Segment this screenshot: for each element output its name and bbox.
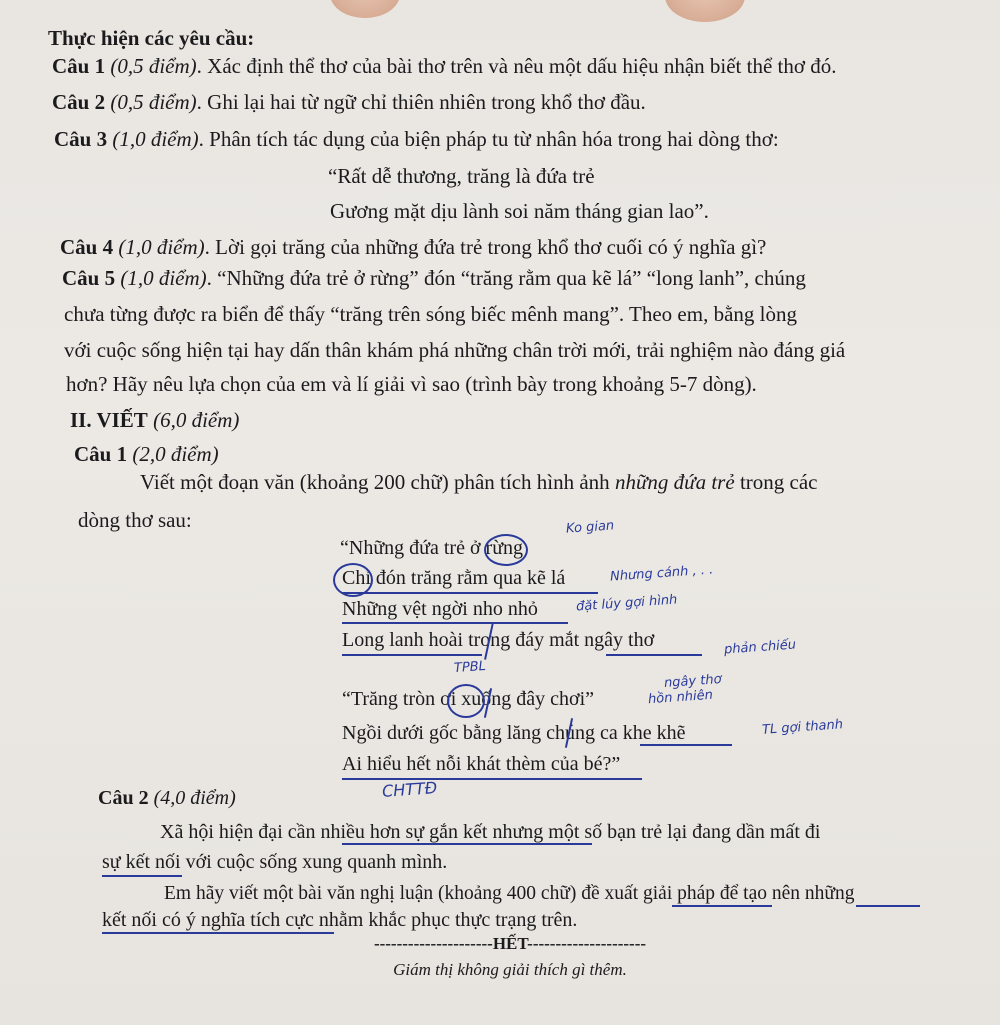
ink-underline-4b [606,654,702,656]
section-2-label: II. VIẾT [70,408,148,432]
handwritten-note-7: hồn nhiên [647,687,714,708]
section-2-score: (6,0 điểm) [153,408,240,432]
ink-underline-w2-4 [856,905,920,907]
ink-underline-2 [342,592,598,594]
q5-line-4: hơn? Hãy nêu lựa chọn của em và lí giải vì sao (trình bày trong khoảng 5-7 dòng). [66,372,757,396]
ink-underline-3 [342,622,568,624]
w1-prompt-emphasis: những đứa trẻ [614,470,735,494]
poem-line-4: Long lanh hoài trong đáy mắt ngây thơ [342,629,655,651]
q2-text: . Ghi lại hai từ ngữ chỉ thiên nhiên trong khổ thơ đầu. [196,90,646,114]
w1-prompt-post: trong các [734,470,818,494]
section-heading: Thực hiện các yêu cầu: [48,26,255,50]
poem-line-1: “Những đứa trẻ ở rừng [340,537,524,559]
q4-text: . Lời gọi trăng của những đứa trẻ trong khổ thơ cuối có ý nghĩa gì? [204,235,767,259]
poem-line-2: Chỉ đón trăng rằm qua kẽ lá [342,567,566,589]
handwritten-note-2: Nhưng cánh , . . [609,562,714,585]
question-5 [62,266,806,291]
ink-underline-4a [342,654,482,656]
w1-prompt-cont: dòng thơ sau: [78,508,192,532]
q4-score: (1,0 điểm) [118,235,205,259]
handwritten-note-5: TPBL [453,658,487,677]
q5-line-2: chưa từng được ra biển để thấy “trăng trên sóng biếc mênh mang”. Theo em, bằng lòng [64,302,797,326]
writing-question-2 [98,786,236,810]
handwritten-note-3: đặt lúy gợi hình [575,592,678,615]
handwritten-note-8: TL gợi thanh [761,717,844,738]
q5-line-3: với cuộc sống hiện tại hay dấn thân khám phá những chân trời mới, trải nghiệm nào đáng giá [64,338,846,362]
w2-para-1b: sự kết nối với cuộc sống xung quanh mình. [102,851,448,873]
q1-text: . Xác định thể thơ của bài thơ trên và nêu một dấu hiệu nhận biết thể thơ đó. [196,54,837,78]
q3-quote-line-1: “Rất dễ thương, trăng là đứa trẻ [328,164,595,188]
handwritten-note-1: Ko gian [565,518,615,537]
q5-score: (1,0 điểm) [120,266,207,290]
w2-score: (4,0 điểm) [153,787,236,809]
question-4 [60,235,766,260]
poem-line-7: Ai hiểu hết nỗi khát thèm của bé?” [342,753,621,775]
handwritten-note-9: CHTTĐ [381,778,438,801]
ink-circle-oi [447,684,485,718]
question-2 [52,90,646,115]
ink-underline-7 [342,778,642,780]
q2-label: Câu 2 [52,90,106,114]
ink-underline-6 [640,744,732,746]
q3-quote-line-2: Gương mặt dịu lành soi năm tháng gian lao”. [330,199,709,223]
ink-circle-o [484,534,528,566]
q5-text: . “Những đứa trẻ ở rừng” đón “trăng rằm qua kẽ lá” “long lanh”, chúng [206,266,806,290]
handwritten-note-6: ngây thơ [663,672,723,691]
q3-score: (1,0 điểm) [112,127,199,151]
w1-prompt [140,470,817,495]
poem-line-6: Ngồi dưới gốc bằng lăng chúng ca khe khẽ [342,722,686,744]
proctor-note: Giám thị không giải thích gì thêm. [393,960,627,979]
handwritten-note-4: phản chiếu [723,637,797,658]
w1-prompt-pre: Viết một đoạn văn (khoảng 200 chữ) phân tích hình ảnh [140,470,615,494]
q3-text: . Phân tích tác dụng của biện pháp tu từ nhân hóa trong hai dòng thơ: [198,127,779,151]
w1-label: Câu 1 [74,442,128,466]
q3-label: Câu 3 [54,127,108,151]
writing-question-1 [74,442,219,467]
w2-para-2b: kết nối có ý nghĩa tích cực nhằm khắc phục thực trạng trên. [102,909,578,931]
finger-right [665,0,745,22]
q1-label: Câu 1 [52,54,106,78]
q1-score: (0,5 điểm) [110,54,197,78]
question-1 [52,54,837,79]
w1-score: (2,0 điểm) [132,442,219,466]
q2-score: (0,5 điểm) [110,90,197,114]
ink-underline-w2-2 [102,875,182,877]
poem-line-5: “Trăng tròn ơi xuống đây chơi” [342,688,595,710]
end-marker: ---------------------HẾT--------------------- [373,934,647,953]
w2-para-2a: Em hãy viết một bài văn nghị luận (khoảng 400 chữ) đề xuất giải pháp để tạo nên những [164,883,855,904]
section-2-title [70,408,239,433]
q4-label: Câu 4 [60,235,114,259]
w2-label: Câu 2 [98,787,149,809]
w2-para-1a: Xã hội hiện đại cần nhiều hơn sự gắn kết nhưng một số bạn trẻ lại đang dần mất đi [160,821,821,843]
q5-label: Câu 5 [62,266,116,290]
question-3 [54,127,779,152]
poem-line-3: Những vệt ngời nho nhỏ [342,598,538,620]
finger-left [330,0,400,18]
